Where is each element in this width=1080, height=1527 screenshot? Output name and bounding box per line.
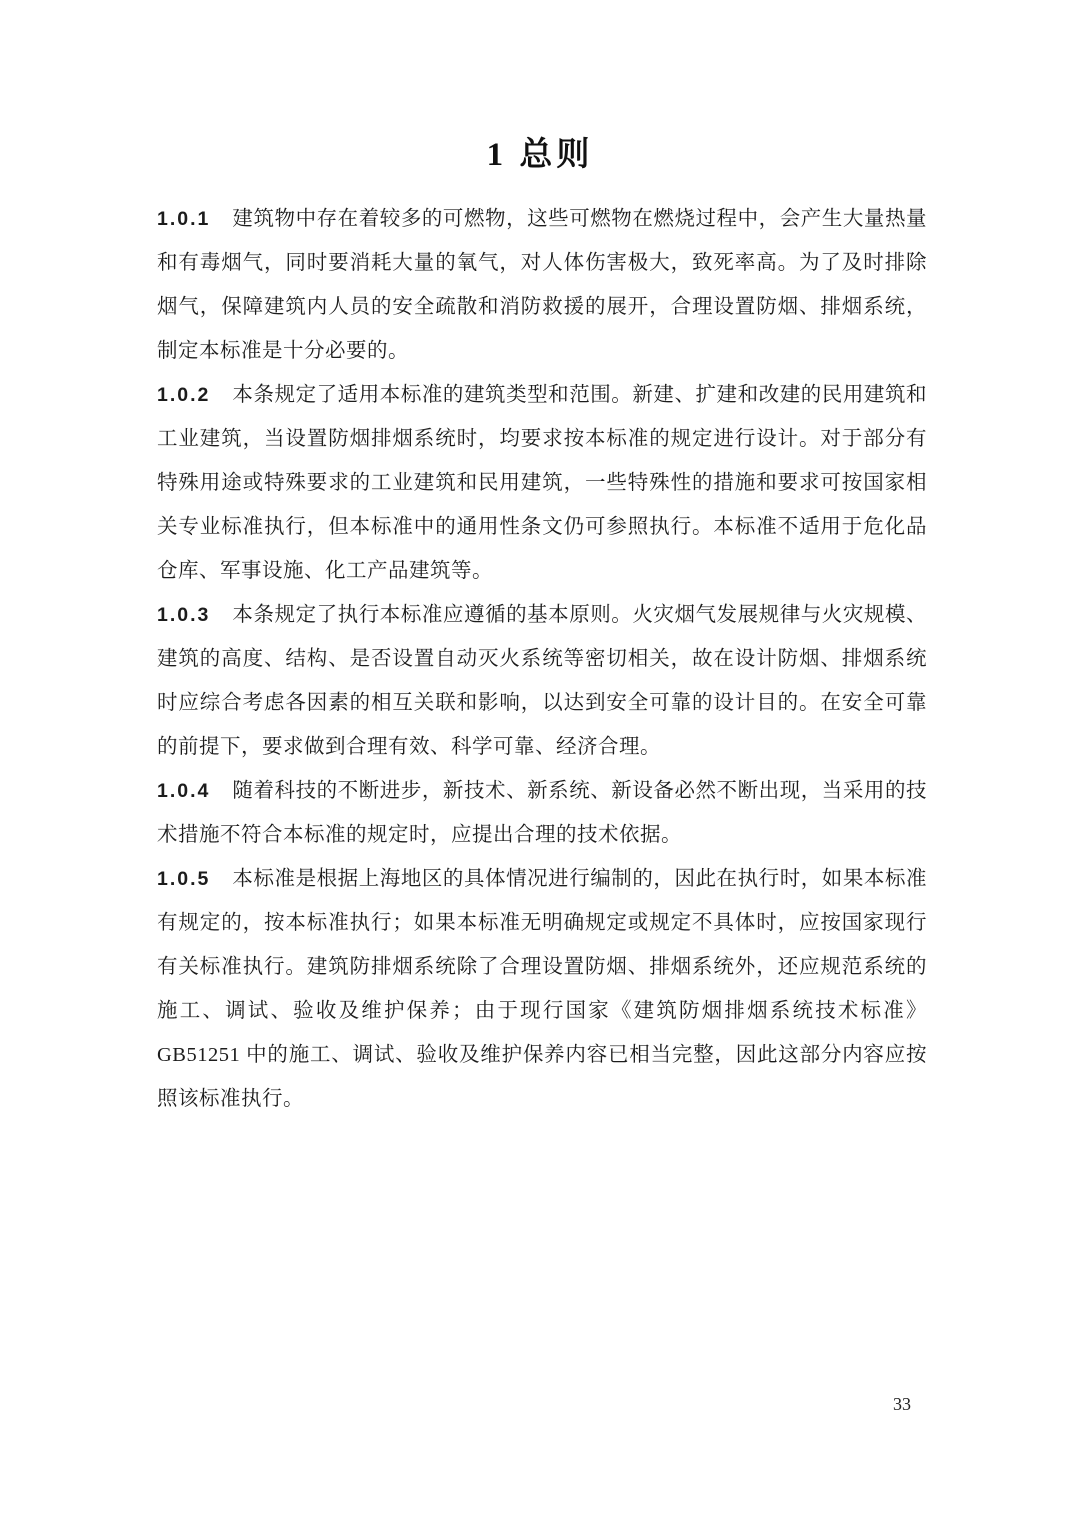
clause-number-1-0-5: 1.0.5: [157, 868, 211, 890]
clause-number-1-0-4: 1.0.4: [157, 780, 211, 802]
clause-text-1-0-5: 本标准是根据上海地区的具体情况进行编制的，因此在执行时，如果本标准有规定的，按本标准执行；如果本标准无明确规定或规定不具体时，应按国家现行有关标准执行。建筑防排烟系统除了合理设置防烟、排烟系统外，还应规范系统的施工、调试、验收及维护保养；由于现行国家《建筑防烟排烟系统技术标准》GB51251 中的施工、调试、验收及维护保养内容已相当完整，因此这部分内容应按照该标准执行。: [157, 868, 927, 1110]
clause-text-1-0-1: 建筑物中存在着较多的可燃物，这些可燃物在燃烧过程中，会产生大量热量和有毒烟气，同时要消耗大量的氧气，对人体伤害极大，致死率高。为了及时排除烟气，保障建筑内人员的安全疏散和消防救援的展开，合理设置防烟、排烟系统，制定本标准是十分必要的。: [157, 208, 927, 362]
clause-1-0-1: [157, 197, 927, 373]
clause-text-1-0-3: 本条规定了执行本标准应遵循的基本原则。火灾烟气发展规律与火灾规模、建筑的高度、结构、是否设置自动灭火系统等密切相关，故在设计防烟、排烟系统时应综合考虑各因素的相互关联和影响，以达到安全可靠的设计目的。在安全可靠的前提下，要求做到合理有效、科学可靠、经济合理。: [157, 604, 927, 758]
clause-1-0-2: [157, 373, 927, 593]
clause-1-0-4: [157, 769, 927, 857]
clause-1-0-3: [157, 593, 927, 769]
clause-1-0-5: [157, 857, 927, 1121]
page-number: 33: [893, 1394, 911, 1414]
clause-number-1-0-3: 1.0.3: [157, 604, 211, 626]
page-title: 1 总则: [486, 137, 594, 173]
clause-text-1-0-2: 本条规定了适用本标准的建筑类型和范围。新建、扩建和改建的民用建筑和工业建筑，当设置防烟排烟系统时，均要求按本标准的规定进行设计。对于部分有特殊用途或特殊要求的工业建筑和民用建筑，一些特殊性的措施和要求可按国家相关专业标准执行，但本标准中的通用性条文仍可参照执行。本标准不适用于危化品仓库、军事设施、化工产品建筑等。: [157, 384, 927, 582]
clause-number-1-0-2: 1.0.2: [157, 384, 211, 406]
clause-number-1-0-1: 1.0.1: [157, 208, 211, 230]
document-body: [157, 197, 927, 1121]
clause-text-1-0-4: 随着科技的不断进步，新技术、新系统、新设备必然不断出现，当采用的技术措施不符合本标准的规定时，应提出合理的技术依据。: [157, 780, 927, 846]
